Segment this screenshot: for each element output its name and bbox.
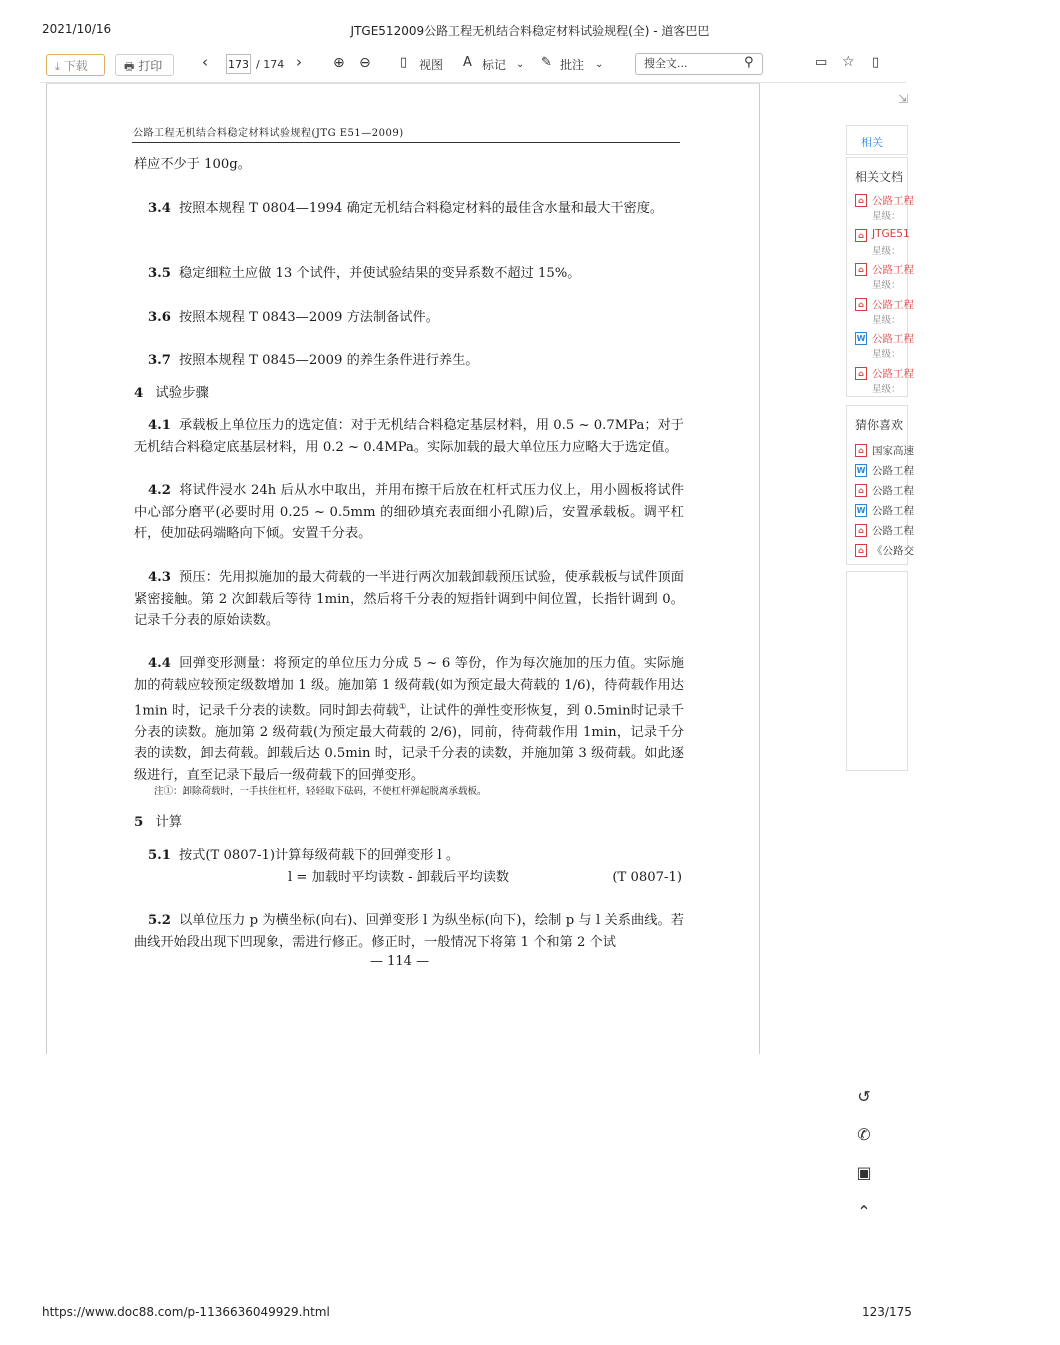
print-label: 打印 [138,59,163,73]
formula: l = 加载时平均读数 - 卸载后平均读数 [288,870,510,885]
search-input[interactable]: 搜全文... [635,53,763,75]
star-icon[interactable]: ☆ [842,54,855,70]
word-file-icon: W [856,506,866,515]
paragraph-4-3 [134,567,684,632]
paragraph-3-4 [134,198,684,220]
clause-number: 3.5 [148,266,171,281]
print-page-counter: 123/175 [862,1305,912,1319]
section-4-heading [134,383,209,404]
tab-related[interactable]: 相关 [861,136,883,149]
clause-text: 承载板上单位压力的选定值：对于无机结合料稳定基层材料，用 0.5 ~ 0.7MPa；对于无机结合料稳定底基层材料，用 0.2 ~ 0.4MPa。实际加载的最大单位压力应略大于选定值。 [134,418,684,455]
annotate-chevron-down-icon[interactable]: ⌄ [595,59,604,70]
pdf-file-icon: ⌂ [855,544,867,557]
mark-button[interactable]: 标记 [482,58,507,72]
clause-number: 3.4 [148,201,171,216]
back-to-top-icon[interactable]: ⌃ [857,1202,871,1221]
pencil-icon[interactable]: ✎ [541,55,552,70]
export-icon[interactable]: ▯ [872,55,880,70]
rating-label: 星级： [872,383,901,395]
history-icon[interactable]: ↺ [857,1087,871,1106]
related-item-title[interactable]: 公路工程 [872,333,914,345]
clause-number: 5.1 [148,848,171,863]
zoom-out-icon[interactable]: ⊖ [359,55,371,71]
rating-label: 星级： [872,314,901,326]
printer-icon: 🖶 [124,60,135,73]
next-page-icon[interactable]: › [296,53,302,71]
paragraph-5-2 [134,910,684,953]
print-date: 2021/10/16 [42,22,112,36]
pdf-file-icon: ⌂ [855,298,867,311]
paragraph-continued: 样应不少于 100g。 [134,157,251,172]
guess-item-title[interactable]: 公路工程 [872,465,914,477]
pdf-file-icon: ⌂ [855,229,867,242]
footnote-marker: ① [399,702,407,711]
print-url: https://www.doc88.com/p-1136636049929.html [42,1305,330,1319]
mark-icon[interactable]: A [463,55,472,70]
clause-number: 3.7 [148,353,171,368]
paragraph-4-4 [134,653,684,786]
rating-label: 星级： [872,211,901,222]
prev-page-icon[interactable]: ‹ [202,53,208,71]
related-item-title[interactable]: 公路工程 [872,195,914,207]
zoom-in-icon[interactable]: ⊕ [333,55,345,71]
search-icon[interactable]: ⚲ [744,55,754,70]
related-item-title[interactable]: 公路工程 [872,367,914,380]
clause-text: 回弹变形测量：将预定的单位压力分成 5 ~ 6 等份，作为每次施加的压力值。实际施加的荷载应较预定级数增加 1 级。施加第 1 级荷载(如为预定最大荷载的 1/6)，待荷载作用达 1min 时，记录千分表的读数。同时卸去荷载 [134,656,684,719]
pdf-file-icon: ⌂ [855,263,867,276]
guess-item-title[interactable]: 《公路交 [872,545,914,557]
clause-number: 5.2 [148,913,171,928]
wechat-icon[interactable]: ✆ [857,1125,871,1144]
paragraph-5-1 [134,845,684,867]
mark-chevron-down-icon[interactable]: ⌄ [516,59,525,70]
sidebar-empty-panel [846,571,908,771]
guess-title: 猜你喜欢 [855,418,904,432]
clause-text: 按照本规程 T 0804—1994 确定无机结合料稳定材料的最佳含水量和最大干密度。 [178,201,664,216]
paragraph-3-7 [134,350,684,372]
clause-text: 稳定细粒土应做 13 个试件，并使试验结果的变异系数不超过 15%。 [178,266,581,281]
clause-text: 按照本规程 T 0845—2009 的养生条件进行养生。 [178,353,479,368]
print-button[interactable] [115,54,174,76]
paragraph-3-6 [134,307,684,329]
clause-text: 按照本规程 T 0843—2009 方法制备试件。 [178,310,439,325]
section-number: 5 [134,814,144,830]
sidebar-toggle-icon[interactable]: ⇲ [898,92,909,106]
related-docs-title: 相关文档 [855,170,904,184]
related-item-title[interactable]: 公路工程 [872,264,914,276]
paragraph-4-1 [134,415,684,458]
section-5-heading [134,812,182,833]
viewer-toolbar [40,49,906,81]
rating-label: 星级： [872,245,901,257]
view-icon[interactable]: ▯ [400,55,408,70]
clause-text-continued: ，让试件的弹性变形恢复，到 0.5min时记录千分表的读数。施加第 2 级荷载(为预定最大荷载的 2/6)，同前，待荷载作用 1min，记录千分表的读数，卸去荷载。卸载后达 0.5min 时，记录千分表的读数，并施加第 3 级荷载。如此逐级进行，直至记录下最后一级荷载下的回弹变形。 [134,703,685,783]
sidebar-tab-bar [846,125,908,155]
total-pages: / 174 [256,58,285,71]
clause-text: 以单位压力 p 为横坐标(向右)、回弹变形 l 为纵坐标(向下)，绘制 p 与 l 关系曲线。若曲线开始段出现下凹现象，需进行修正。修正时，一般情况下将第 1 个和第 2 个试 [134,913,684,950]
save-icon[interactable]: ▭ [815,55,828,70]
print-title: JTGE512009公路工程无机结合料稳定材料试验规程(全) - 道客巴巴 [350,24,710,38]
section-number: 4 [134,385,144,401]
download-button[interactable] [46,54,105,76]
guess-item-title[interactable]: 国家高速 [872,445,914,457]
clause-text: 按式(T 0807-1)计算每级荷载下的回弹变形 l 。 [178,848,460,863]
running-header: 公路工程无机结合料稳定材料试验规程(JTG E51—2009) [133,128,404,139]
word-file-icon: W [856,466,866,475]
pdf-file-icon: ⌂ [855,194,867,207]
pdf-file-icon: ⌂ [855,524,867,537]
clause-number: 4.4 [148,656,171,671]
guess-item-title[interactable]: 公路工程 [872,505,914,517]
pdf-file-icon: ⌂ [855,484,867,497]
clause-text: 预压：先用拟施加的最大荷载的一半进行两次加载卸载预压试验，使承载板与试件顶面紧密接触。第 2 次卸载后等待 1min，然后将千分表的短指针调到中间位置，长指针调到 0。记录千分表的原始读数。 [134,570,684,628]
pdf-file-icon: ⌂ [855,367,867,380]
guess-item-title[interactable]: 公路工程 [872,485,914,497]
related-item-title[interactable]: JTGE51 [872,227,910,240]
page-number: — 114 — [370,954,430,969]
paragraph-3-5 [134,263,684,285]
related-docs-panel [846,157,914,397]
guess-item-title[interactable]: 公路工程 [872,525,914,537]
app-icon[interactable]: ▣ [856,1163,872,1182]
pdf-file-icon: ⌂ [855,444,867,457]
clause-number: 4.2 [148,483,171,498]
related-item-title[interactable]: 公路工程 [872,298,914,311]
annotate-button[interactable]: 批注 [560,58,585,72]
page-number-input[interactable]: 173 [226,54,251,74]
word-file-icon: W [856,334,866,343]
view-button[interactable]: 视图 [419,58,444,72]
rating-label: 星级： [872,349,901,360]
clause-number: 3.6 [148,310,171,325]
download-label: 下载 [63,59,88,73]
rating-label: 星级： [872,280,901,291]
section-title: 计算 [155,815,183,830]
clause-number: 4.3 [148,570,171,585]
header-rule [132,142,680,143]
guess-panel [846,405,914,565]
paragraph-4-2 [134,480,684,545]
clause-text: 将试件浸水 24h 后从水中取出，并用布擦干后放在杠杆式压力仪上，用小圆板将试件中心部分磨平(必要时用 0.25 ~ 0.5mm 的细砂填充表面细小孔隙)后，安置承载板。调平杠杆，使加砝码端略向下倾。安置千分表。 [134,483,684,541]
clause-number: 4.1 [148,418,171,433]
formula-number: (T 0807-1) [612,870,682,885]
footnote: 注①：卸除荷载时，一手扶住杠杆，轻轻取下砝码，不使杠杆弹起脱离承载板。 [154,786,487,797]
download-icon: ⤓ [55,60,60,73]
section-title: 试验步骤 [155,386,209,401]
